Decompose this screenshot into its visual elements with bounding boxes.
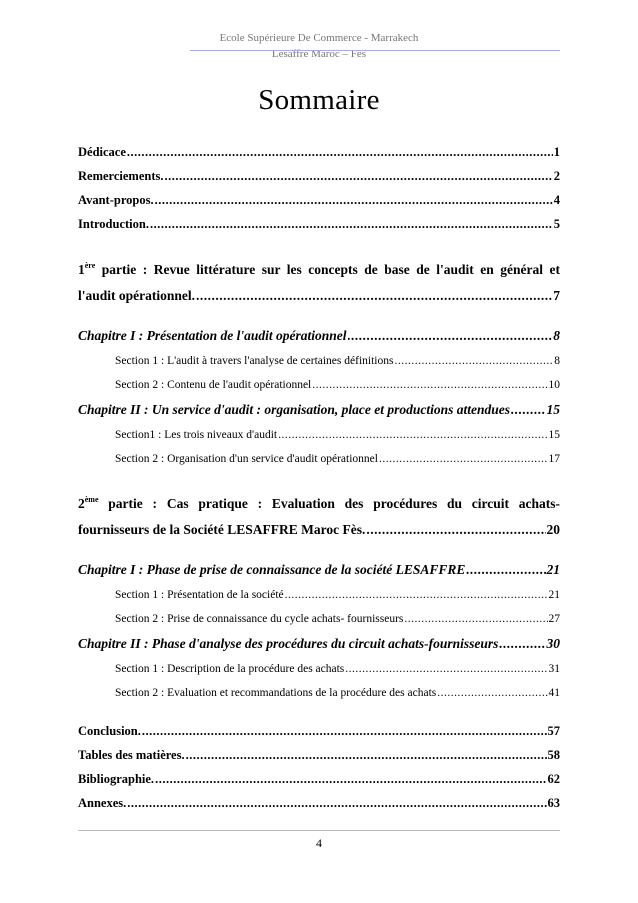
section-label: Section 1 : Présentation de la société (115, 589, 284, 601)
toc-entry-page: 1 (553, 145, 560, 159)
toc-entry-page: 15 (546, 402, 560, 417)
toc-chapter[interactable] (78, 631, 560, 657)
dot-leader (366, 517, 545, 543)
toc-entry-page: 5 (553, 217, 560, 231)
part-title-line1: partie : Revue littérature sur les concepts de base de l'audit en général et (101, 262, 561, 277)
dot-leader (142, 719, 547, 743)
toc-section[interactable] (78, 657, 560, 681)
dot-leader (155, 767, 546, 791)
dot-leader (278, 423, 547, 447)
chapter-label: Chapitre I : Présentation de l'audit opérationnel (78, 328, 347, 343)
toc-entry-annexes[interactable] (78, 791, 560, 815)
toc-entry-label: Avant-propos. (78, 193, 154, 207)
toc-entry-label: Annexes. (78, 796, 127, 810)
toc-entry-page: 21 (548, 589, 560, 601)
dot-leader (127, 791, 546, 815)
toc-part-1-heading[interactable] (78, 253, 560, 283)
dot-leader (404, 607, 547, 631)
section-label: Section 2 : Contenu de l'audit opérationnel (115, 379, 312, 391)
dot-leader (312, 373, 547, 397)
page-number: 4 (316, 836, 322, 850)
dot-leader (437, 681, 547, 705)
page-title: Sommaire (258, 84, 380, 116)
dot-leader (196, 283, 552, 309)
dot-leader (285, 583, 548, 607)
toc-entry-page: 20 (546, 522, 560, 537)
toc-entry-page: 15 (548, 429, 560, 441)
header-school: Ecole Supérieure De Commerce - Marrakech (219, 32, 419, 44)
toc-chapter[interactable] (78, 397, 560, 423)
toc-entry-page: 2 (553, 169, 560, 183)
toc-chapter[interactable] (78, 557, 560, 583)
toc-entry-bibliographie[interactable] (78, 767, 560, 791)
toc-entry-label: Bibliographie. (78, 772, 155, 786)
section-label: Section 2 : Organisation d'un service d'audit opérationnel (115, 453, 378, 465)
toc-part-2[interactable] (78, 517, 560, 543)
dot-leader (394, 349, 553, 373)
toc-part-1[interactable] (78, 283, 560, 309)
toc-entry-page: 41 (548, 687, 560, 699)
section-label: Section 1 : L'audit à travers l'analyse de certaines définitions (115, 355, 394, 367)
section-label: Section 1 : Description de la procédure des achats (115, 663, 345, 675)
dot-leader (348, 323, 553, 349)
toc-entry-page: 21 (546, 562, 560, 577)
running-header (0, 30, 638, 62)
toc-section[interactable] (78, 349, 560, 373)
toc-section[interactable] (78, 423, 560, 447)
toc-entry-tables[interactable] (78, 743, 560, 767)
toc-entry-dedicace[interactable] (78, 140, 560, 164)
dot-leader (150, 212, 553, 236)
section-label: Section 2 : Evaluation et recommandations de la procédure des achats (115, 687, 437, 699)
dot-leader (127, 140, 553, 164)
dot-leader (165, 164, 553, 188)
toc-section[interactable] (78, 583, 560, 607)
toc-entry-page: 17 (548, 453, 560, 465)
chapter-label: Chapitre I : Phase de prise de connaissance de la société LESAFFRE (78, 562, 466, 577)
part-title-line2: l'audit opérationnel. (78, 288, 196, 303)
toc-part-2-heading[interactable] (78, 487, 560, 517)
toc-entry-page: 27 (548, 613, 560, 625)
part-title-line2: fournisseurs de la Société LESAFFRE Maroc Fès. (78, 522, 366, 537)
toc-entry-label: Dédicace (78, 145, 126, 159)
footer-divider (78, 830, 560, 831)
dot-leader (345, 657, 547, 681)
toc-entry-page: 8 (554, 355, 560, 367)
header-company: Lesaffre Maroc – Fès (271, 48, 367, 60)
toc-entry-conclusion[interactable] (78, 719, 560, 743)
chapter-label: Chapitre II : Un service d'audit : organisation, place et productions attendues (78, 402, 511, 417)
toc-entry-label: Remerciements. (78, 169, 164, 183)
toc-entry-page: 30 (546, 636, 560, 651)
toc-entry-label: Conclusion. (78, 724, 141, 738)
toc-entry-page: 63 (547, 796, 560, 810)
toc-entry-label: Tables des matières. (78, 748, 185, 762)
dot-leader (499, 631, 545, 657)
toc-entry-label: Introduction. (78, 217, 149, 231)
toc-entry-page: 62 (547, 772, 560, 786)
dot-leader (511, 397, 545, 423)
toc-entry-avant-propos[interactable] (78, 188, 560, 212)
section-label: Section 2 : Prise de connaissance du cycle achats- fournisseurs (115, 613, 404, 625)
toc-section[interactable] (78, 607, 560, 631)
dot-leader (466, 557, 545, 583)
section-label: Section1 : Les trois niveaux d'audit (115, 429, 278, 441)
toc-entry-page: 4 (553, 193, 560, 207)
toc-entry-page: 7 (553, 288, 560, 303)
toc-entry-page: 58 (547, 748, 560, 762)
part-ordinal: ème (84, 495, 99, 504)
toc-section[interactable] (78, 447, 560, 471)
toc-section[interactable] (78, 373, 560, 397)
table-of-contents (78, 140, 560, 815)
toc-section[interactable] (78, 681, 560, 705)
toc-entry-page: 10 (548, 379, 560, 391)
toc-chapter[interactable] (78, 323, 560, 349)
dot-leader (155, 188, 553, 212)
dot-leader (186, 743, 547, 767)
part-title-line1: partie : Cas pratique : Evaluation des procédures du circuit achats- (108, 496, 561, 511)
dot-leader (379, 447, 548, 471)
toc-entry-page: 57 (547, 724, 560, 738)
chapter-label: Chapitre II : Phase d'analyse des procédures du circuit achats-fournisseurs (78, 636, 499, 651)
header-divider (190, 50, 560, 51)
toc-entry-remerciements[interactable] (78, 164, 560, 188)
toc-entry-page: 8 (553, 328, 560, 343)
part-number: 1 (78, 262, 85, 277)
part-ordinal: ère (84, 261, 96, 270)
toc-entry-introduction[interactable] (78, 212, 560, 236)
toc-entry-page: 31 (548, 663, 560, 675)
part-number: 2 (78, 496, 85, 511)
